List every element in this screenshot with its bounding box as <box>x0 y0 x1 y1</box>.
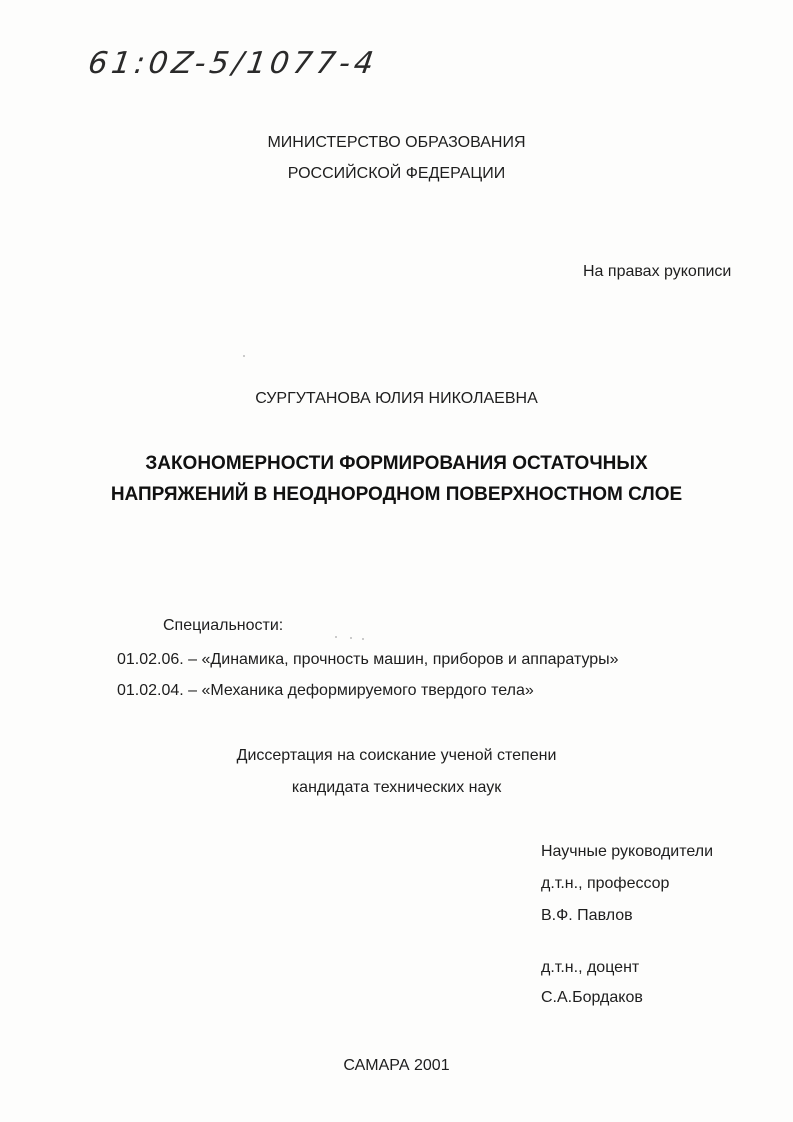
city-year: САМАРА 2001 <box>343 1057 450 1074</box>
scan-speck <box>362 638 364 640</box>
author-name: СУРГУТАНОВА ЮЛИЯ НИКОЛАЕВНА <box>255 390 538 407</box>
supervisor-name: С.А.Бордаков <box>541 989 643 1006</box>
scan-speck <box>243 355 245 357</box>
dissertation-line-2: кандидата технических наук <box>291 779 502 796</box>
supervisor-degree: д.т.н., доцент <box>541 959 640 976</box>
ministry-line-1: МИНИСТЕРСТВО ОБРАЗОВАНИЯ <box>267 134 526 151</box>
thesis-title-line-2: НАПРЯЖЕНИЙ В НЕОДНОРОДНОМ ПОВЕРХНОСТНОМ СЛОЕ <box>110 484 683 505</box>
ministry-line-2: РОССИЙСКОЙ ФЕДЕРАЦИИ <box>287 165 506 182</box>
supervisors-label: Научные руководители <box>541 843 714 860</box>
scan-speck <box>335 636 337 638</box>
supervisor-degree: д.т.н., профессор <box>541 875 670 892</box>
thesis-title-line-1: ЗАКОНОМЕРНОСТИ ФОРМИРОВАНИЯ ОСТАТОЧНЫХ <box>145 453 648 474</box>
dissertation-line-1: Диссертация на соискание ученой степени <box>236 747 557 764</box>
specialty-item: 01.02.06. – «Динамика, прочность машин, приборов и аппаратуры» <box>117 651 619 668</box>
specialty-item: 01.02.04. – «Механика деформируемого твердого тела» <box>117 682 534 699</box>
archive-code-handwritten: 61:0Z-5/1077-4 <box>86 46 380 81</box>
specialties-label: Специальности: <box>163 617 284 634</box>
supervisor-name: В.Ф. Павлов <box>541 907 633 924</box>
scan-speck <box>350 637 352 639</box>
rights-note: На правах рукописи <box>583 263 732 280</box>
